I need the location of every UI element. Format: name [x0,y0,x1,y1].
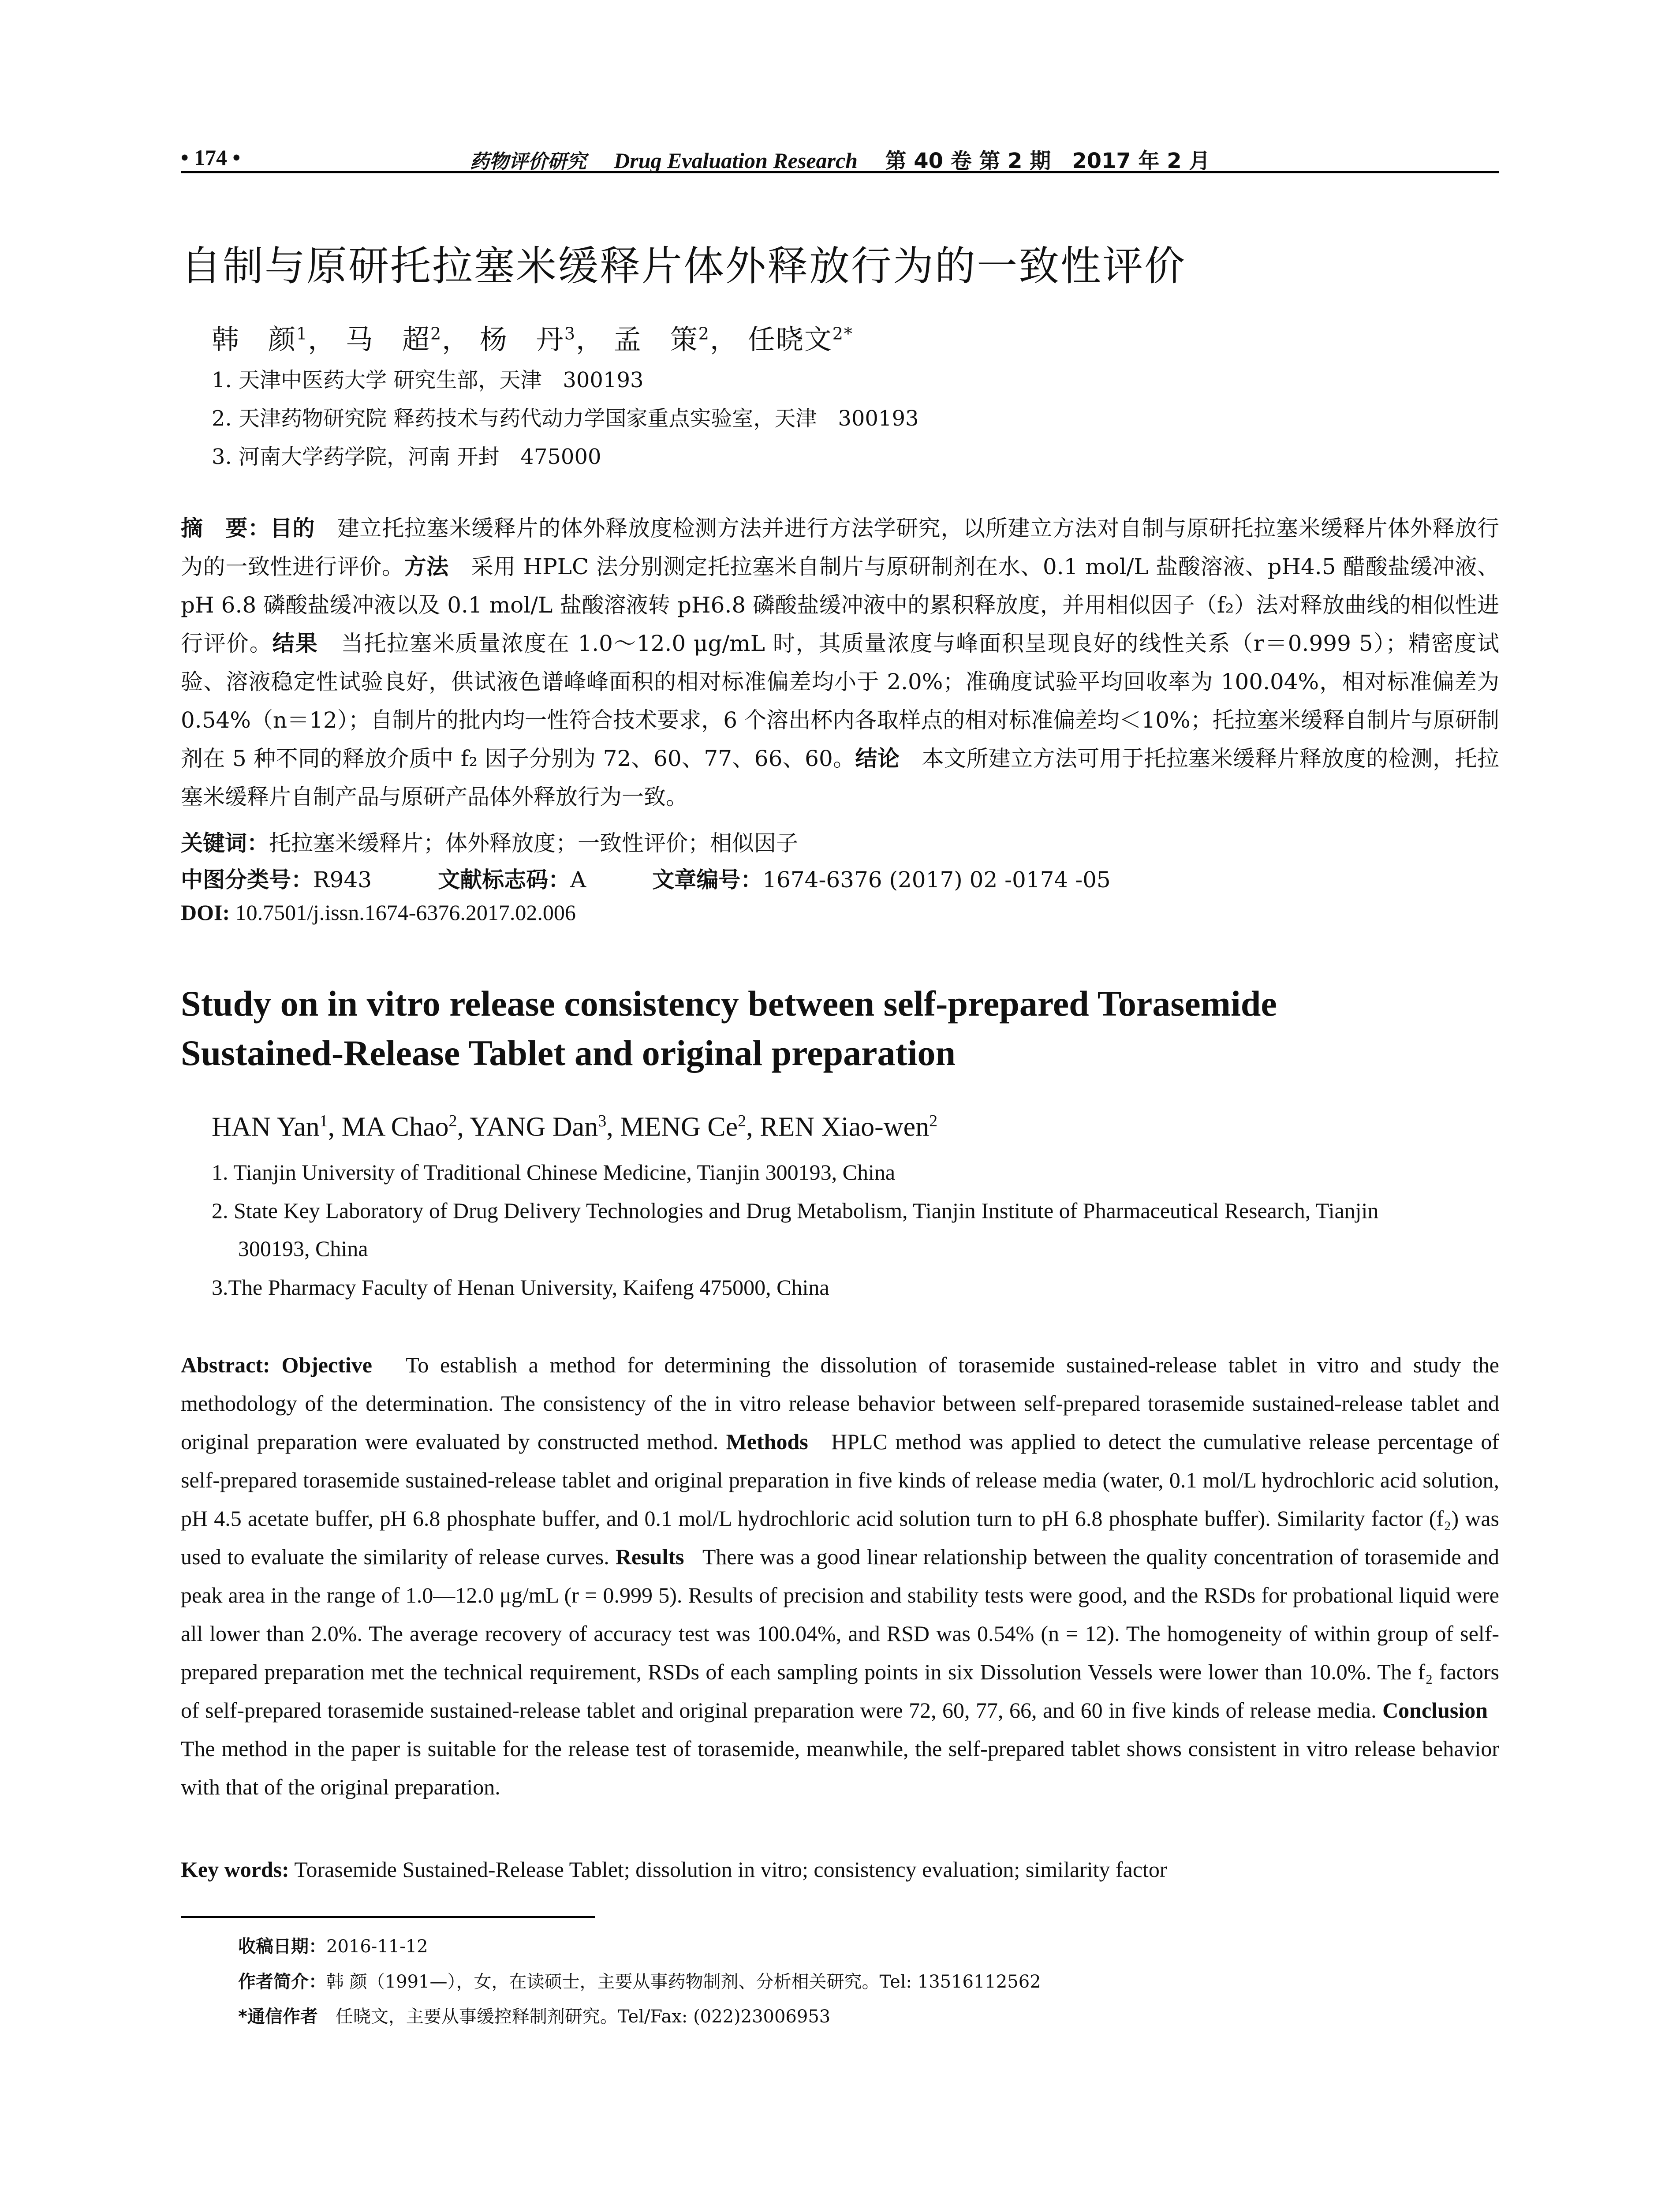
journal-name: Drug Evaluation Research [614,148,858,173]
en-affiliation-2-line-2: 300193, China [238,1236,368,1261]
keywords-text: 托拉塞米缓释片；体外释放度；一致性评价；相似因子 [269,830,798,856]
author-sup: 3 [598,1112,607,1130]
article-no-value: 1674-6376 (2017) 02 -0174 -05 [762,867,1111,893]
journal-header [181,144,1499,174]
author-sup: 2 [698,324,710,344]
methods-text: HPLC method was applied to detect the cumulative release percentage of self-prepared torasemide sustained-release tablet and original preparation in five kinds of release media (water, 0.1 mol/L hydrochloric acid solution, pH 4.5 acetate buffer, pH 6.8 phosphate buffer, and 0.1 mol/L hydrochloric acid solution turn to pH 6.8 phosphate buffer). Similarity factor (f₂) was used to evaluate the similarity of release curves. [181,1429,1500,1569]
methods-text: 采用 HPLC 法分别测定托拉塞米自制片与原研制剂在水、0.1 mol/L 盐酸溶液、pH4.5 醋酸盐缓冲液、pH 6.8 磷酸盐缓冲液以及 0.1 mol/L 盐酸溶液转 pH6.8 磷酸盐缓冲液中的累积释放度，并用相似因子（f₂）法对释放曲线的相似性进行评价。 [181,554,1500,656]
en-keywords [181,1857,1499,1882]
footnote-author-bio [238,1968,1041,1993]
author-name: 韩 颜 [212,323,297,355]
author-sup: 2 [738,1112,747,1130]
author-name: YANG Dan [470,1112,598,1142]
author-name: MENG Ce [620,1112,738,1142]
en-affiliation-3: 3.The Pharmacy Faculty of Henan University, Kaifeng 475000, China [212,1275,829,1300]
author-sup: 2 [430,324,442,344]
author-name: 杨 丹 [479,323,564,355]
running-header [181,140,1499,173]
en-title-line-1: Study on in vitro release consistency between self-prepared Torasemide [181,983,1277,1024]
footnote-label: 作者简介： [238,1972,326,1992]
en-title [181,979,1499,1078]
en-affiliation-2 [212,1192,1499,1267]
abstract-label: 摘 要： [181,516,270,541]
cn-abstract [181,509,1499,816]
issue-info: 第 40 卷 第 2 期 2017 年 2 月 [885,149,1210,173]
abstract-label: Abstract: [181,1353,270,1377]
cn-keywords [181,826,1499,857]
cn-affiliation-3: 3. 河南大学药学院，河南 开封 475000 [212,445,601,469]
en-title-line-2: Sustained-Release Tablet and original preparation [181,1033,956,1073]
conclusion-text: The method in the paper is suitable for the release test of torasemide, meanwhile, the self-prepared tablet shows consistent in vitro release behavior with that of the original preparation. [181,1736,1499,1799]
doi-value: 10.7501/j.issn.1674-6376.2017.02.006 [235,900,576,925]
cn-affiliation-2: 2. 天津药物研究院 释药技术与药代动力学国家重点实验室，天津 300193 [212,406,919,431]
en-affiliation-1: 1. Tianjin University of Traditional Chinese Medicine, Tianjin 300193, China [212,1160,896,1185]
clc-label: 中图分类号： [181,867,313,893]
footnote-text: 任晓文，主要从事缓控释制剂研究。Tel/Fax: (022)23006953 [317,2007,831,2027]
results-label: 结果 [272,631,318,656]
objective-text: To establish a method for determining the dissolution of torasemide sustained-release tablet in vitro and study the methodology of the determination. The consistency of the in vitro release behavior between self-prepared torasemide sustained-release tablet and original preparation were evaluated by constructed method. [181,1353,1499,1454]
author-name: 任晓文 [747,323,833,355]
methods-label: Methods [726,1429,808,1454]
author-sup: 1 [319,1112,328,1130]
author-name: HAN Yan [212,1112,320,1142]
results-text: There was a good linear relationship between the quality concentration of torasemide and peak area in the range of 1.0—12.0 μg/mL (r = 0.999 5). Results of precision and stability tests were good, and the RSDs for probational liquid were all lower than 2.0%. The average recovery of accuracy test was 100.04%, and RSD was 0.54% (n = 12). The homogeneity of within group of self-prepared preparation met the technical requirement, RSDs of each sampling points in six Dissolution Vessels were lower than 10.0%. The f₂ factors of self-prepared torasemide sustained-release tablet and original preparation were 72, 60, 77, 66, and 60 in five kinds of release media. [181,1544,1500,1723]
conclusion-text: 本文所建立方法可用于托拉塞米缓释片释放度的检测，托拉塞米缓释片自制产品与原研产品体外释放行为一致。 [181,746,1499,810]
cn-authors: 韩 颜$^1$， 马 超$^2$， 杨 丹$^3$， 孟 策$^2$， 任晓文$^{2*}$ [212,323,853,355]
author-sup: 3 [564,324,576,344]
doc-code-value: A [570,867,586,893]
cn-title: 自制与原研托拉塞米缓释片体外释放行为的一致性评价 [181,243,1187,290]
keywords-label: Key words: [181,1857,289,1882]
conclusion-label: 结论 [855,746,900,771]
keywords-label: 关键词： [181,830,269,856]
author-sup: 2 [929,1112,938,1130]
journal-logo: 药物评价研究 [470,150,586,173]
en-authors: HAN Yan$^1$, MA Chao$^2$, YANG Dan$^3$, MENG Ce$^2$, REN Xiao-wen$^2$ [212,1112,938,1142]
author-name: 孟 策 [613,323,698,355]
objective-text: 建立托拉塞米缓释片的体外释放度检测方法并进行方法学研究，以所建立方法对自制与原研托拉塞米缓释片体外释放行为的一致性进行评价。 [181,516,1500,579]
objective-label: 目的 [270,516,315,541]
footnote-label: *通信作者 [238,2007,318,2027]
en-abstract [181,1346,1499,1806]
footnote-divider [181,1916,595,1918]
doi-line [181,900,1499,925]
objective-label: Objective [281,1353,372,1377]
keywords-text: Torasemide Sustained-Release Tablet; dissolution in vitro; consistency evaluation; similarity factor [294,1857,1167,1882]
footnote-corresponding [238,2003,830,2028]
results-text: 当托拉塞米质量浓度在 1.0～12.0 μg/mL 时，其质量浓度与峰面积呈现良好的线性关系（r＝0.999 5）；精密度试验、溶液稳定性试验良好，供试液色谱峰峰面积的相对标准偏差均小于 2.0%；准确度试验平均回收率为 100.04%，相对标准偏差为 0.54%（n＝12）；自制片的批内均一性符合技术要求，6 个溶出杯内各取样点的相对标准偏差均＜10%；托拉塞米缓释自制片与原研制剂在 5 种不同的释放介质中 f₂ 因子分别为 72、60、77、66、60。 [181,631,1500,771]
footnote-received [238,1932,428,1958]
en-affiliation-2-line-1: 2. State Key Laboratory of Drug Delivery Technologies and Drug Metabolism, Tianjin Institute of Pharmaceutical Research, Tianjin [212,1198,1379,1223]
results-label: Results [615,1544,684,1569]
author-name: 马 超 [345,323,430,355]
methods-label: 方法 [404,554,449,579]
author-name: MA Chao [341,1112,449,1142]
clc-value: R943 [313,867,372,893]
classification-line [181,862,1499,894]
article-no-label: 文章编号： [652,867,763,893]
cn-affiliation-1: 1. 天津中医药大学 研究生部，天津 300193 [212,368,644,392]
doi-label: DOI: [181,900,230,925]
author-sup: 2* [832,324,853,344]
author-sup: 1 [296,324,308,344]
footnote-text: 2016-11-12 [326,1936,428,1957]
footnote-label: 收稿日期： [238,1936,326,1957]
author-sup: 2 [448,1112,457,1130]
conclusion-label: Conclusion [1382,1698,1488,1723]
footnote-text: 韩 颜（1991—），女，在读硕士，主要从事药物制剂、分析相关研究。Tel: 13516112562 [326,1972,1041,1992]
doc-code-label: 文献标志码： [438,867,571,893]
page-number: • 174 • [181,145,241,170]
author-name: REN Xiao-wen [760,1112,930,1142]
